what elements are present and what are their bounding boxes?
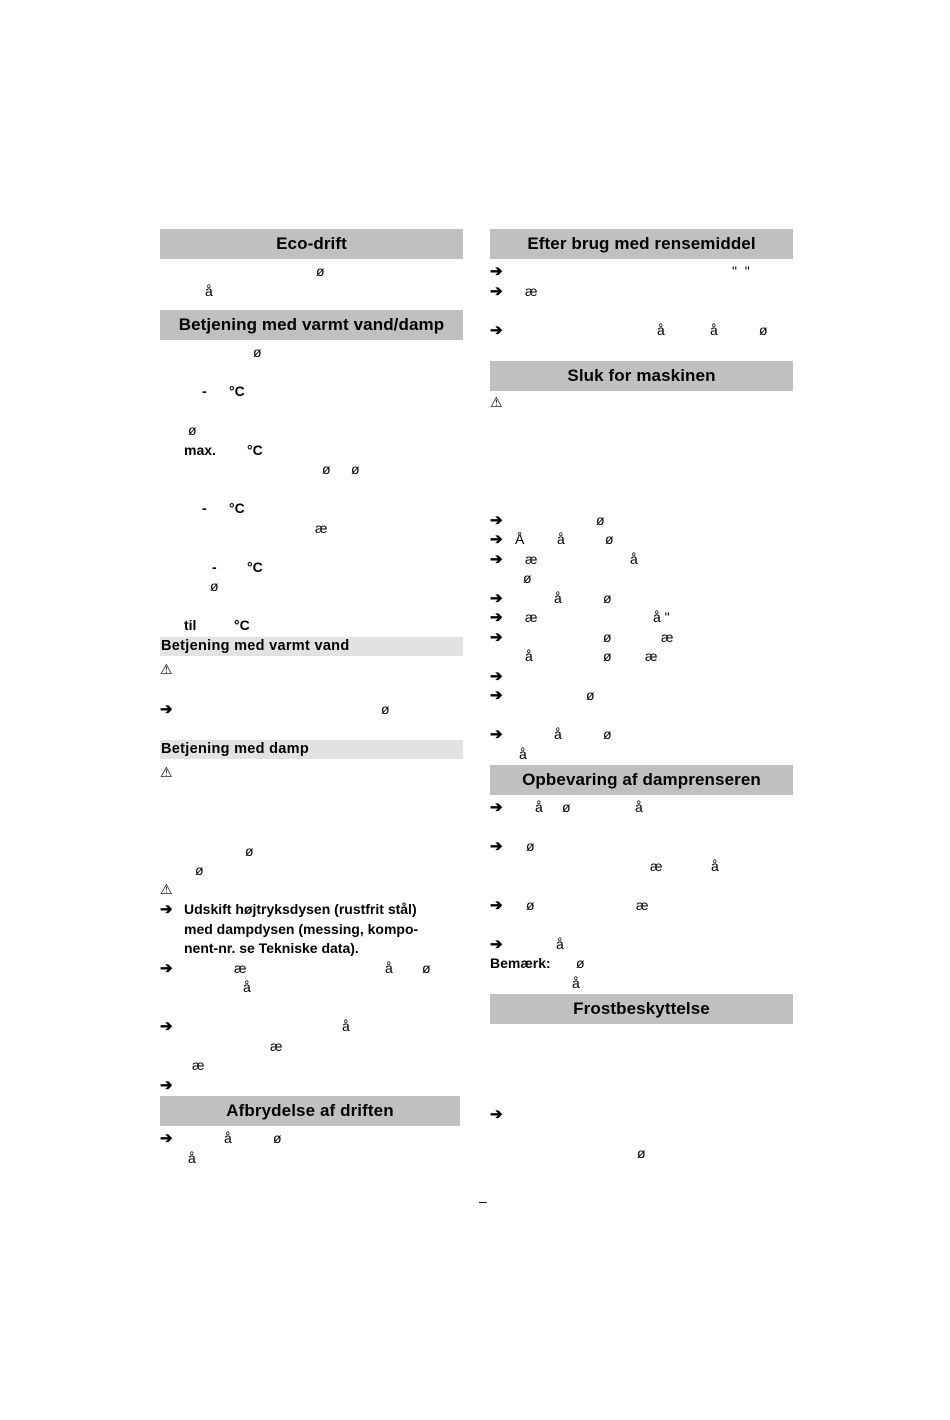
section-header-efter: Efter brug med rensemiddel: [490, 229, 793, 259]
blank-line: [160, 783, 463, 803]
temp-line: max. °C: [184, 441, 263, 458]
arrow-icon: ➔: [490, 935, 503, 953]
instruction-line: nent-nr. se Tekniske data).: [184, 940, 359, 956]
arrow-icon: ➔: [490, 321, 503, 339]
blank-line: [160, 597, 463, 617]
instruction-line: ➔ å: [160, 1018, 350, 1035]
blank-line: [490, 706, 793, 726]
subsection-header-damp: Betjening med damp: [160, 740, 463, 759]
warning-icon: ⚠: [160, 880, 173, 897]
blank-line: [490, 301, 793, 321]
instruction-line: [160, 1076, 463, 1096]
text-line: ø: [253, 344, 262, 360]
section-header-opbevaring: Opbevaring af damprenseren: [490, 765, 793, 795]
arrow-icon: ➔: [160, 1018, 173, 1035]
warning-icon: ⚠: [160, 660, 173, 677]
blank-line: [160, 402, 463, 422]
blank-line: [490, 340, 793, 360]
note-label: Bemærk:: [490, 955, 551, 971]
instruction-line: ➔ å ø: [160, 1130, 282, 1147]
right-column: [490, 229, 793, 1164]
warning-line: [160, 661, 463, 681]
instruction-line: med dampdysen (messing, kompo-: [184, 920, 419, 937]
arrow-icon: ➔: [490, 609, 503, 626]
text-line: å: [188, 1149, 196, 1166]
instruction-line: ➔ ø: [490, 687, 595, 704]
arrow-icon: ➔: [490, 687, 503, 704]
instruction-line: ➔ æ å ø: [160, 959, 431, 977]
blank-line: [490, 472, 793, 492]
blank-line: [490, 818, 793, 838]
section-header-sluk: Sluk for maskinen: [490, 361, 793, 391]
text-line: ø: [188, 422, 197, 438]
section-header-varm: Betjening med varmt vand/damp: [160, 310, 463, 340]
text-line: å: [205, 282, 213, 299]
instruction-line: ➔ Udskift højtryksdysen (rustfrit stål): [160, 901, 417, 918]
blank-line: [160, 538, 463, 558]
arrow-icon: ➔: [490, 531, 503, 548]
blank-line: [160, 680, 463, 700]
instruction-line: ➔ Å å ø: [490, 531, 614, 548]
text-line: ø: [523, 570, 532, 586]
instruction-line: ➔ ø æ: [490, 896, 649, 914]
arrow-icon: ➔: [490, 726, 503, 743]
blank-line: [490, 433, 793, 453]
text-line: å: [572, 974, 580, 991]
blank-line: [160, 363, 463, 383]
text-line: ø ø: [322, 461, 360, 477]
blank-line: [490, 915, 793, 935]
blank-line: [160, 822, 463, 842]
left-column: [160, 229, 463, 1168]
arrow-icon: ➔: [490, 667, 503, 685]
text-line: æ: [270, 1037, 283, 1054]
instruction-line: ➔ ø: [490, 838, 535, 855]
instruction-line: ➔ æ: [490, 282, 538, 300]
text-line: ø: [245, 842, 254, 859]
warning-icon: ⚠: [160, 763, 173, 780]
instruction-line: ➔ æ å ": [490, 609, 670, 626]
temp-line: - °C: [202, 383, 245, 399]
temp-line: - °C: [202, 500, 245, 516]
instruction-line: ➔ ø: [160, 700, 390, 718]
blank-line: [160, 998, 463, 1018]
page-number: –: [479, 1193, 487, 1209]
text-line: æ å: [650, 857, 719, 874]
instruction-line: ➔ å ø å: [490, 799, 643, 816]
section-header-frost: Frostbeskyttelse: [490, 994, 793, 1024]
blank-line: [490, 1047, 793, 1067]
warning-line: [160, 764, 463, 784]
instruction-line: ➔ " ": [490, 263, 750, 280]
blank-line: [160, 480, 463, 500]
arrow-icon: ➔: [490, 550, 503, 568]
instruction-line: ➔ å ø: [490, 589, 612, 607]
blank-line: [160, 803, 463, 823]
arrow-icon: ➔: [160, 1076, 173, 1094]
arrow-icon: ➔: [160, 959, 173, 977]
instruction-line: [490, 1105, 793, 1125]
instruction-line: [490, 667, 793, 687]
blank-line: [490, 1027, 793, 1047]
arrow-icon: ➔: [160, 901, 173, 918]
text-line: ø: [637, 1145, 646, 1161]
arrow-icon: ➔: [490, 511, 503, 529]
blank-line: [490, 876, 793, 896]
text-line: å: [243, 979, 251, 995]
blank-line: [490, 413, 793, 433]
instruction-line: ➔ ø æ: [490, 628, 674, 646]
instruction-line: ➔ ø: [490, 511, 605, 529]
arrow-icon: ➔: [490, 628, 503, 646]
arrow-icon: ➔: [160, 1130, 173, 1147]
warning-icon: ⚠: [490, 393, 503, 410]
text-line: ø: [195, 862, 204, 878]
section-header-afbrydelse: Afbrydelse af driften: [160, 1096, 460, 1126]
text-line: å: [519, 745, 527, 762]
instruction-line: ➔ å å ø: [490, 321, 768, 339]
section-header-eco: Eco-drift: [160, 229, 463, 259]
text-line: ø: [316, 263, 325, 279]
warning-line: [490, 394, 793, 414]
blank-line: [490, 1066, 793, 1086]
arrow-icon: ➔: [160, 700, 173, 718]
text-line: æ: [192, 1057, 205, 1073]
warning-line: [160, 881, 463, 901]
instruction-line: ➔ å: [490, 935, 564, 953]
arrow-icon: ➔: [490, 589, 503, 607]
arrow-icon: ➔: [490, 282, 503, 300]
text-line: ø: [210, 578, 219, 594]
arrow-icon: ➔: [490, 838, 503, 855]
blank-line: [160, 719, 463, 739]
blank-line: [490, 452, 793, 472]
note-line: Bemærk: ø: [490, 954, 793, 974]
temp-line: - °C: [212, 558, 263, 575]
instruction-line: ➔ å ø: [490, 726, 612, 743]
subsection-header-vand: Betjening med varmt vand: [160, 637, 463, 656]
arrow-icon: ➔: [490, 1106, 503, 1123]
blank-line: [490, 491, 793, 511]
arrow-icon: ➔: [490, 799, 503, 816]
blank-line: [490, 1125, 793, 1145]
instruction-line: ➔ æ å: [490, 550, 638, 568]
temp-line: til °C: [184, 617, 250, 633]
arrow-icon: ➔: [490, 263, 503, 280]
arrow-icon: ➔: [490, 896, 503, 914]
text-line: æ: [315, 519, 328, 536]
blank-line: [490, 1086, 793, 1106]
text-line: å ø æ: [525, 648, 658, 664]
